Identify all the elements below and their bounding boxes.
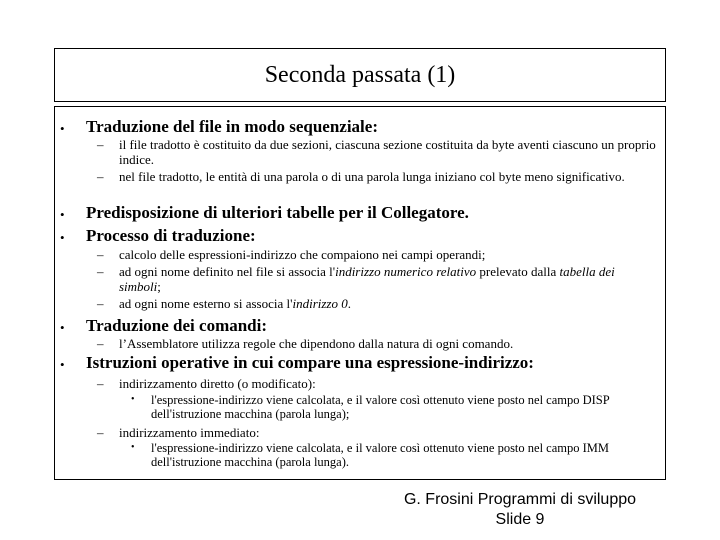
bullet-marker: •	[60, 121, 65, 136]
dash-marker: –	[97, 376, 104, 391]
text-run: ;	[157, 279, 161, 294]
bullet-processo-traduzione: Processo di traduzione:	[86, 226, 256, 245]
bullet-tabelle-collegatore: Predisposizione di ulteriori tabelle per il Collegatore.	[86, 203, 469, 222]
text-run-italic: indirizzo numerico relativo	[335, 264, 477, 279]
dash-marker: –	[97, 137, 104, 152]
dash-marker: –	[97, 247, 104, 262]
bullet-marker: •	[60, 230, 65, 245]
dash-marker: –	[97, 336, 104, 351]
bullet-istruzioni-operative: Istruzioni operative in cui compare una espressione-indirizzo:	[86, 353, 534, 372]
bullet-marker: •	[60, 320, 65, 335]
bullet-traduzione-sequenziale: Traduzione del file in modo sequenziale:	[86, 117, 378, 136]
text-run: prelevato dalla	[476, 264, 560, 279]
slide-title: Seconda passata (1)	[54, 48, 666, 102]
item-campo-imm: l'espressione-indirizzo viene calcolata, e il valore così ottenuto viene posto nel campo IMM dell'istruzione macchina (parola lunga).	[151, 441, 610, 469]
text-run: .	[347, 296, 351, 311]
small-bullet-marker: •	[131, 394, 135, 405]
sub-bullet-indirizzamento-immediato: indirizzamento immediato:	[119, 425, 260, 440]
dash-marker: –	[97, 296, 104, 311]
sub-bullet-indirizzamento-diretto: indirizzamento diretto (o modificato):	[119, 376, 316, 391]
sub-bullet-due-sezioni: il file tradotto è costituito da due sezioni, ciascuna sezione costituita da byte aventi ciascuno un proprio indice.	[119, 137, 656, 167]
sub-bullet-assemblatore: l’Assemblatore utilizza regole che dipendono dalla natura di ogni comando.	[119, 336, 514, 351]
text-run: ad ogni nome definito nel file si associa l'	[119, 264, 336, 279]
sub-bullet-nome-definito	[119, 264, 659, 294]
text-run-italic: indirizzo 0	[292, 296, 348, 311]
bullet-traduzione-comandi: Traduzione dei comandi:	[86, 316, 268, 335]
footer-slide-number: Slide 9	[495, 511, 545, 528]
dash-marker: –	[97, 264, 104, 279]
dash-marker: –	[97, 425, 104, 440]
sub-bullet-byte-meno-significativo: nel file tradotto, le entità di una parola o di una parola lunga iniziano col byte meno significativo.	[119, 169, 625, 184]
footer-author-course: G. Frosini Programmi di sviluppo	[403, 491, 637, 508]
bullet-marker: •	[60, 207, 65, 222]
sub-bullet-nome-esterno	[119, 296, 659, 311]
text-run: ad ogni nome esterno si associa l'	[119, 296, 293, 311]
dash-marker: –	[97, 169, 104, 184]
item-campo-disp: l'espressione-indirizzo viene calcolata, e il valore così ottenuto viene posto nel campo DISP dell'istruzione macchina (parola lunga);	[151, 393, 610, 421]
text-run-italic: tabella dei simboli	[119, 264, 615, 294]
bullet-marker: •	[60, 357, 65, 372]
slide-footer	[380, 490, 660, 530]
sub-bullet-espressioni-indirizzo: calcolo delle espressioni-indirizzo che compaiono nei campi operandi;	[119, 247, 486, 262]
small-bullet-marker: •	[131, 442, 135, 453]
